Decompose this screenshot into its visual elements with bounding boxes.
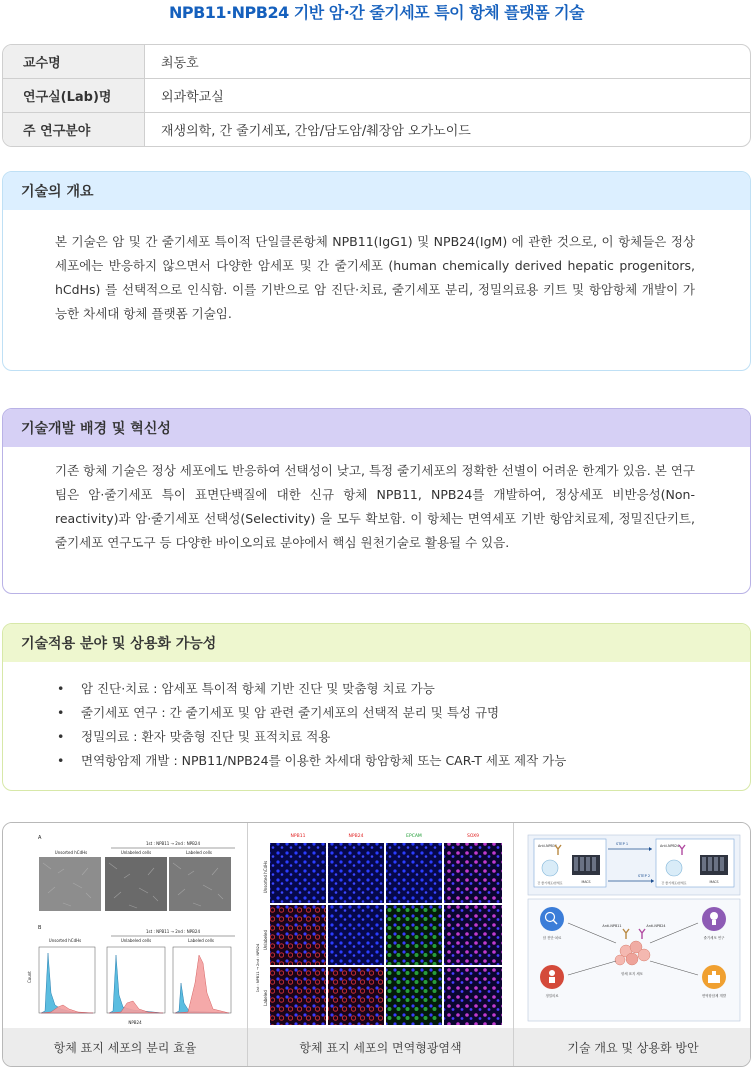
list-item-text: 정밀의료 : 환자 맞춤형 진단 및 표적치료 적용: [81, 729, 331, 744]
application-label: 면역항암제 개발: [701, 994, 727, 998]
macs-device-icon: [700, 855, 728, 875]
applications-list: [3, 662, 750, 773]
list-item: [57, 749, 750, 773]
cell-label: 간 줄기세포/암세포: [537, 881, 563, 885]
histogram: [39, 947, 95, 1013]
macs-label: MACS: [709, 880, 719, 884]
figure-image: [248, 823, 513, 1028]
list-item-text: 줄기세포 연구 : 간 줄기세포 및 암 관련 줄기세포의 선택적 분리 및 특성 규명: [81, 705, 500, 720]
info-value: 최동호: [161, 56, 199, 71]
antibody-label: Anti-NPB11: [602, 924, 622, 928]
macs-label: MACS: [581, 880, 591, 884]
histogram: [173, 947, 231, 1013]
panel-a-header: 1st : NPB11 → 2nd : NPB24: [146, 841, 200, 846]
center-label: 항체 표지 세포: [621, 972, 643, 976]
panel-a-label: A: [38, 835, 42, 841]
macs-device-icon: [572, 855, 600, 875]
col-label: NPB24: [348, 834, 364, 839]
bullet: •: [57, 705, 65, 720]
immunotherapy-icon: [702, 965, 726, 989]
micrograph: [105, 857, 167, 911]
col-label: Unlabeled cells: [120, 938, 152, 943]
micrograph: [328, 967, 384, 1025]
step1-label: STEP 1: [615, 842, 629, 846]
bullet: •: [57, 681, 65, 696]
info-key: 교수명: [3, 45, 145, 78]
diagnosis-icon: [540, 907, 564, 931]
micrograph: [386, 843, 442, 903]
background-body: 기존 항체 기술은 정상 세포에도 반응하여 선택성이 낮고, 특정 줄기세포의 정확한 선별이 어려운 한계가 있음. 본 연구팀은 암·줄기세포 특이 표면단백질에 대한 신규 항체 NPB11, NPB24를 개발하여, 정상세포 비반응성(Non-reactivity)과 암·줄기세포 선택성(Selectivity) 을 모두 확보함. 이 항체는 면역세포 기반 항암치료제, 정밀진단키트, 줄기세포 연구도구 등 다양한 바이오의료 분야에서 핵심 원천기술로 활용될 수 있음.: [55, 463, 695, 550]
overview-body: 본 기술은 암 및 간 줄기세포 특이적 단일클론항체 NPB11(IgG1) 및 NPB24(IgM) 에 관한 것으로, 이 항체들은 정상 세포에는 반응하지 않으면서 다양한 암세포 및 간 줄기세포 (human chemically derived hepatic progenitors, hCdHs) 를 선택적으로 인식함. 이를 기반으로 암 진단·치료, 줄기세포 분리, 정밀의료용 키트 및 항암항체 개발이 가능한 차세대 항체 플랫폼 기술임.: [55, 234, 695, 321]
info-value: 외과학교실: [161, 90, 224, 105]
cell-icon: [542, 860, 558, 876]
micrograph: [386, 905, 442, 965]
antibody-label: Anti-NPB11: [538, 844, 558, 848]
micrograph: [270, 967, 326, 1025]
overview-diagram-graphic: [514, 823, 751, 1028]
antibody-label: Anti-NPB24: [660, 844, 680, 848]
applications-heading: 기술적용 분야 및 상용화 가능성: [3, 624, 750, 662]
col-label: NPB11: [290, 834, 306, 839]
info-table: [2, 44, 751, 147]
background-heading: 기술개발 배경 및 혁신성: [3, 409, 750, 447]
micrograph: [444, 905, 502, 965]
list-item: [57, 701, 750, 725]
cell-label: 간 줄기세포/암세포: [661, 881, 687, 885]
figure-image: [3, 823, 247, 1028]
application-label: 정밀의료: [545, 994, 559, 998]
cell-icon: [666, 860, 682, 876]
info-row-lab: [3, 79, 750, 113]
y-axis-label: Count: [27, 971, 32, 983]
col-label: Labeled cells: [187, 938, 215, 943]
micrograph: [444, 843, 502, 903]
figure-overview-diagram: [514, 823, 751, 1066]
panel-b-label: B: [38, 925, 42, 931]
row-group-label: 1st : NPB11 → 2nd : NPB24: [256, 943, 260, 993]
row-label: Labeled: [263, 990, 268, 1006]
info-row-field: [3, 113, 750, 146]
list-item-text: 면역항암제 개발 : NPB11/NPB24를 이용한 차세대 항암항체 또는 CAR-T 세포 제작 가능: [81, 753, 567, 768]
list-item: [57, 725, 750, 749]
bullet: •: [57, 753, 65, 768]
micrograph: [328, 905, 384, 965]
row-label: Unsorted hCdHs: [263, 860, 268, 894]
list-item-text: 암 진단·치료 : 암세포 특이적 항체 기반 진단 및 맞춤형 치료 가능: [81, 681, 435, 696]
immunofluorescence-graphic: [248, 823, 513, 1028]
figure-image: [514, 823, 751, 1028]
bullet: •: [57, 729, 65, 744]
info-value: 재생의학, 간 줄기세포, 간암/담도암/췌장암 오가노이드: [161, 124, 471, 139]
col-label: Unlabeled cells: [120, 850, 152, 855]
micrograph: [328, 843, 384, 903]
list-item: [57, 677, 750, 701]
col-label: Unsorted hCdHs: [48, 938, 82, 943]
row-label: Unlabeled: [263, 929, 268, 951]
figure-caption: 기술 개요 및 상용화 방안: [514, 1028, 751, 1066]
histogram: [107, 947, 165, 1013]
figure-sorting-efficiency: [3, 823, 247, 1066]
micrograph: [270, 843, 326, 903]
page-title: NPB11·NPB24 기반 암·간 줄기세포 특이 항체 플랫폼 기술: [168, 3, 585, 22]
info-row-professor: [3, 45, 750, 79]
figure-caption: 항체 표지 세포의 면역형광염색: [248, 1028, 513, 1066]
background-section: [2, 408, 751, 594]
overview-section: [2, 171, 751, 371]
sorting-figure-graphic: [3, 823, 247, 1028]
micrograph: [386, 967, 442, 1025]
micrograph: [270, 905, 326, 965]
figure-panel: [2, 822, 751, 1067]
x-axis-label: NPB24: [128, 1020, 142, 1025]
micrograph: [444, 967, 502, 1025]
step2-label: STEP 2: [637, 874, 651, 878]
micrograph: [39, 857, 101, 911]
overview-heading: 기술의 개요: [3, 172, 750, 210]
info-key: 주 연구분야: [3, 113, 145, 146]
precision-medicine-icon: [540, 965, 564, 989]
stem-cell-research-icon: [702, 907, 726, 931]
panel-b-header: 1st : NPB11 → 2nd : NPB24: [146, 929, 200, 934]
col-label: SOX9: [466, 834, 480, 839]
col-label: Unsorted hCdHs: [54, 850, 88, 855]
info-key: 연구실(Lab)명: [3, 79, 145, 112]
figure-caption: 항체 표지 세포의 분리 효율: [3, 1028, 247, 1066]
antibody-label: Anti-NPB24: [646, 924, 666, 928]
figure-immunofluorescence: [248, 823, 513, 1066]
application-label: 암 진단·치료: [542, 936, 562, 940]
micrograph: [169, 857, 231, 911]
applications-section: [2, 623, 751, 791]
col-label: Labeled cells: [185, 850, 213, 855]
col-label: EPCAM: [406, 834, 422, 839]
application-label: 줄기세포 연구: [703, 936, 725, 940]
